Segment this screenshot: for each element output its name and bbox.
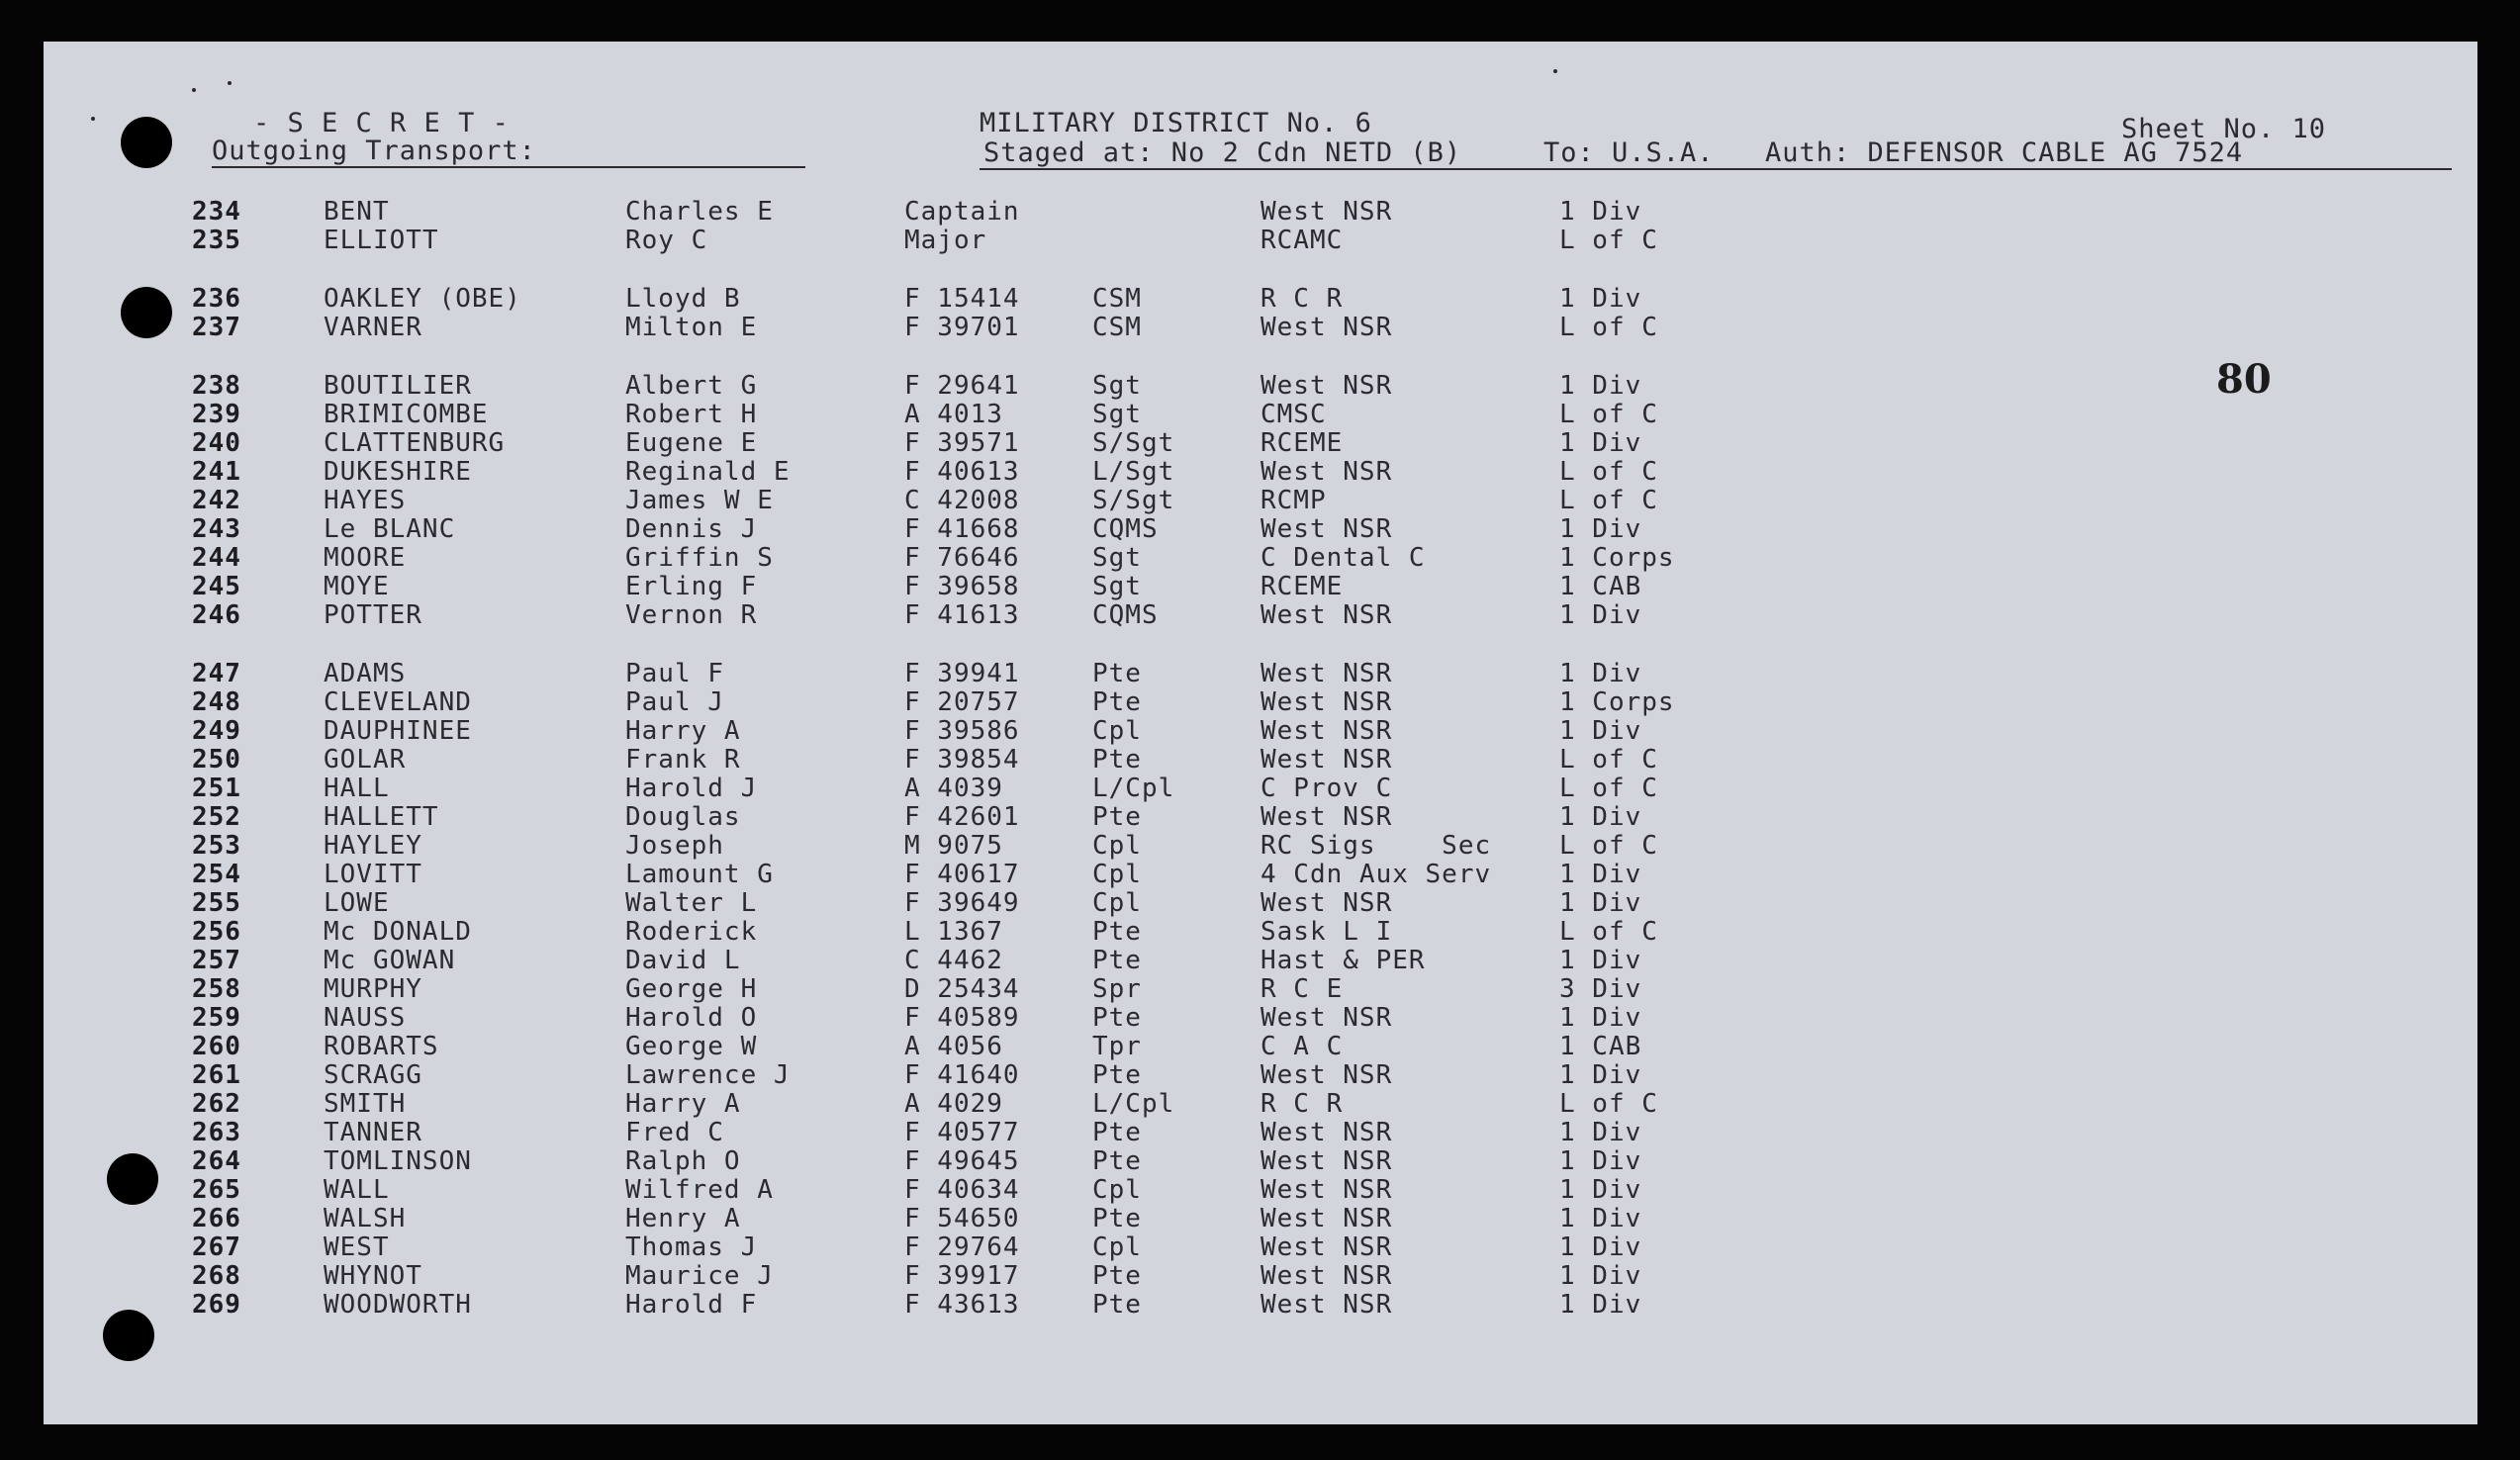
- row-260-regimental-number: A 4056: [904, 1032, 1003, 1061]
- row-240-regimental-number: F 39571: [904, 428, 1020, 458]
- row-265-entry-number: 265: [192, 1175, 241, 1205]
- row-245-entry-number: 245: [192, 572, 241, 601]
- row-262-destination: L of C: [1559, 1089, 1658, 1119]
- row-253-rank: Cpl: [1092, 831, 1142, 861]
- row-264-regimental-number: F 49645: [904, 1146, 1020, 1176]
- row-252-regimental-number: F 42601: [904, 802, 1020, 832]
- row-251-given-names: Harold J: [625, 774, 758, 803]
- row-261-unit: West NSR: [1260, 1060, 1393, 1090]
- row-269-entry-number: 269: [192, 1290, 241, 1320]
- row-234-destination: 1 Div: [1559, 197, 1642, 227]
- row-247-destination: 1 Div: [1559, 659, 1642, 688]
- row-264-entry-number: 264: [192, 1146, 241, 1176]
- row-237-rank: CSM: [1092, 313, 1142, 342]
- row-259-unit: West NSR: [1260, 1003, 1393, 1033]
- row-266-entry-number: 266: [192, 1204, 241, 1233]
- row-244-given-names: Griffin S: [625, 543, 774, 573]
- row-250-entry-number: 250: [192, 745, 241, 775]
- row-265-regimental-number: F 40634: [904, 1175, 1020, 1205]
- row-251-unit: C Prov C: [1260, 774, 1393, 803]
- row-268-rank: Pte: [1092, 1261, 1142, 1291]
- row-266-surname: WALSH: [324, 1204, 407, 1233]
- row-268-surname: WHYNOT: [324, 1261, 422, 1291]
- row-243-rank: CQMS: [1092, 514, 1159, 544]
- row-263-surname: TANNER: [324, 1118, 422, 1147]
- row-245-given-names: Erling F: [625, 572, 758, 601]
- row-256-surname: Mc DONALD: [324, 917, 472, 947]
- row-263-destination: 1 Div: [1559, 1118, 1642, 1147]
- row-249-destination: 1 Div: [1559, 716, 1642, 746]
- row-263-entry-number: 263: [192, 1118, 241, 1147]
- ink-speck: [1553, 69, 1557, 73]
- row-259-rank: Pte: [1092, 1003, 1142, 1033]
- row-248-destination: 1 Corps: [1559, 687, 1675, 717]
- row-262-regimental-number: A 4029: [904, 1089, 1003, 1119]
- row-238-regimental-number: F 29641: [904, 371, 1020, 401]
- row-243-given-names: Dennis J: [625, 514, 758, 544]
- row-260-unit: C A C: [1260, 1032, 1344, 1061]
- row-245-surname: MOYE: [324, 572, 390, 601]
- row-238-surname: BOUTILIER: [324, 371, 472, 401]
- row-241-surname: DUKESHIRE: [324, 457, 472, 487]
- row-249-surname: DAUPHINEE: [324, 716, 472, 746]
- row-266-unit: West NSR: [1260, 1204, 1393, 1233]
- staged-at: Staged at: No 2 Cdn NETD (B): [983, 137, 1462, 168]
- row-234-regimental-number: Captain: [904, 197, 1020, 227]
- row-234-unit: West NSR: [1260, 197, 1393, 227]
- row-267-rank: Cpl: [1092, 1232, 1142, 1262]
- row-247-rank: Pte: [1092, 659, 1142, 688]
- row-266-destination: 1 Div: [1559, 1204, 1642, 1233]
- row-254-entry-number: 254: [192, 860, 241, 889]
- row-245-destination: 1 CAB: [1559, 572, 1642, 601]
- row-245-rank: Sgt: [1092, 572, 1142, 601]
- row-267-entry-number: 267: [192, 1232, 241, 1262]
- row-256-regimental-number: L 1367: [904, 917, 1003, 947]
- row-237-destination: L of C: [1559, 313, 1658, 342]
- row-269-regimental-number: F 43613: [904, 1290, 1020, 1320]
- row-255-unit: West NSR: [1260, 888, 1393, 918]
- punch-hole: [121, 117, 172, 168]
- row-259-given-names: Harold O: [625, 1003, 758, 1033]
- row-241-regimental-number: F 40613: [904, 457, 1020, 487]
- row-268-destination: 1 Div: [1559, 1261, 1642, 1291]
- row-253-unit: RC Sigs Sec: [1260, 831, 1492, 861]
- ink-speck: [228, 81, 232, 85]
- punch-hole: [107, 1153, 158, 1205]
- ink-speck: [91, 117, 95, 121]
- row-243-surname: Le BLANC: [324, 514, 456, 544]
- row-238-given-names: Albert G: [625, 371, 758, 401]
- row-252-surname: HALLETT: [324, 802, 439, 832]
- row-263-rank: Pte: [1092, 1118, 1142, 1147]
- row-254-unit: 4 Cdn Aux Serv: [1260, 860, 1492, 889]
- row-258-rank: Spr: [1092, 974, 1142, 1004]
- row-239-unit: CMSC: [1260, 400, 1327, 429]
- row-246-unit: West NSR: [1260, 600, 1393, 630]
- row-264-rank: Pte: [1092, 1146, 1142, 1176]
- row-248-surname: CLEVELAND: [324, 687, 472, 717]
- row-249-rank: Cpl: [1092, 716, 1142, 746]
- punch-hole: [103, 1310, 154, 1361]
- row-264-surname: TOMLINSON: [324, 1146, 472, 1176]
- row-242-destination: L of C: [1559, 486, 1658, 515]
- row-239-surname: BRIMICOMBE: [324, 400, 489, 429]
- row-237-given-names: Milton E: [625, 313, 758, 342]
- row-236-surname: OAKLEY (OBE): [324, 284, 521, 314]
- row-257-entry-number: 257: [192, 946, 241, 975]
- row-269-unit: West NSR: [1260, 1290, 1393, 1320]
- row-250-regimental-number: F 39854: [904, 745, 1020, 775]
- row-255-destination: 1 Div: [1559, 888, 1642, 918]
- row-267-unit: West NSR: [1260, 1232, 1393, 1262]
- row-268-regimental-number: F 39917: [904, 1261, 1020, 1291]
- row-243-regimental-number: F 41668: [904, 514, 1020, 544]
- row-262-surname: SMITH: [324, 1089, 407, 1119]
- row-251-regimental-number: A 4039: [904, 774, 1003, 803]
- ink-speck: [192, 88, 196, 92]
- row-235-regimental-number: Major: [904, 226, 987, 255]
- row-250-surname: GOLAR: [324, 745, 407, 775]
- row-244-rank: Sgt: [1092, 543, 1142, 573]
- row-246-surname: POTTER: [324, 600, 422, 630]
- row-238-rank: Sgt: [1092, 371, 1142, 401]
- row-246-rank: CQMS: [1092, 600, 1159, 630]
- row-261-entry-number: 261: [192, 1060, 241, 1090]
- row-256-entry-number: 256: [192, 917, 241, 947]
- row-243-unit: West NSR: [1260, 514, 1393, 544]
- row-259-regimental-number: F 40589: [904, 1003, 1020, 1033]
- row-254-given-names: Lamount G: [625, 860, 774, 889]
- row-255-rank: Cpl: [1092, 888, 1142, 918]
- row-250-unit: West NSR: [1260, 745, 1393, 775]
- row-236-destination: 1 Div: [1559, 284, 1642, 314]
- row-235-entry-number: 235: [192, 226, 241, 255]
- row-265-surname: WALL: [324, 1175, 390, 1205]
- row-257-surname: Mc GOWAN: [324, 946, 456, 975]
- row-269-destination: 1 Div: [1559, 1290, 1642, 1320]
- row-239-given-names: Robert H: [625, 400, 758, 429]
- row-258-regimental-number: D 25434: [904, 974, 1020, 1004]
- row-252-entry-number: 252: [192, 802, 241, 832]
- row-243-entry-number: 243: [192, 514, 241, 544]
- row-265-rank: Cpl: [1092, 1175, 1142, 1205]
- row-268-unit: West NSR: [1260, 1261, 1393, 1291]
- row-244-unit: C Dental C: [1260, 543, 1426, 573]
- row-261-given-names: Lawrence J: [625, 1060, 791, 1090]
- authority: Auth: DEFENSOR CABLE AG 7524: [1765, 137, 2244, 168]
- row-257-unit: Hast & PER: [1260, 946, 1426, 975]
- document-sheet: [44, 42, 2477, 1424]
- row-242-rank: S/Sgt: [1092, 486, 1175, 515]
- row-239-regimental-number: A 4013: [904, 400, 1003, 429]
- row-240-unit: RCEME: [1260, 428, 1344, 458]
- row-248-given-names: Paul J: [625, 687, 724, 717]
- row-265-given-names: Wilfred A: [625, 1175, 774, 1205]
- row-255-surname: LOWE: [324, 888, 390, 918]
- row-253-entry-number: 253: [192, 831, 241, 861]
- row-240-entry-number: 240: [192, 428, 241, 458]
- district-title: MILITARY DISTRICT No. 6: [980, 108, 1372, 138]
- row-242-regimental-number: C 42008: [904, 486, 1020, 515]
- row-236-unit: R C R: [1260, 284, 1344, 314]
- row-247-surname: ADAMS: [324, 659, 407, 688]
- row-269-surname: WOODWORTH: [324, 1290, 472, 1320]
- row-254-destination: 1 Div: [1559, 860, 1642, 889]
- row-264-given-names: Ralph O: [625, 1146, 741, 1176]
- row-244-regimental-number: F 76646: [904, 543, 1020, 573]
- row-266-given-names: Henry A: [625, 1204, 741, 1233]
- row-252-given-names: Douglas: [625, 802, 741, 832]
- row-251-destination: L of C: [1559, 774, 1658, 803]
- row-249-entry-number: 249: [192, 716, 241, 746]
- row-265-unit: West NSR: [1260, 1175, 1393, 1205]
- row-267-regimental-number: F 29764: [904, 1232, 1020, 1262]
- row-247-regimental-number: F 39941: [904, 659, 1020, 688]
- row-240-destination: 1 Div: [1559, 428, 1642, 458]
- row-262-given-names: Harry A: [625, 1089, 741, 1119]
- row-260-destination: 1 CAB: [1559, 1032, 1642, 1061]
- row-235-given-names: Roy C: [625, 226, 708, 255]
- row-242-given-names: James W E: [625, 486, 774, 515]
- margin-number: 80: [2216, 356, 2272, 403]
- row-247-entry-number: 247: [192, 659, 241, 688]
- row-249-regimental-number: F 39586: [904, 716, 1020, 746]
- row-251-surname: HALL: [324, 774, 390, 803]
- row-267-surname: WEST: [324, 1232, 390, 1262]
- row-249-given-names: Harry A: [625, 716, 741, 746]
- row-243-destination: 1 Div: [1559, 514, 1642, 544]
- row-260-entry-number: 260: [192, 1032, 241, 1061]
- row-263-regimental-number: F 40577: [904, 1118, 1020, 1147]
- row-266-regimental-number: F 54650: [904, 1204, 1020, 1233]
- row-241-given-names: Reginald E: [625, 457, 791, 487]
- row-244-surname: MOORE: [324, 543, 407, 573]
- row-269-given-names: Harold F: [625, 1290, 758, 1320]
- row-253-given-names: Joseph: [625, 831, 724, 861]
- row-236-rank: CSM: [1092, 284, 1142, 314]
- row-242-entry-number: 242: [192, 486, 241, 515]
- secret-label: - S E C R E T -: [253, 108, 510, 138]
- row-256-rank: Pte: [1092, 917, 1142, 947]
- row-258-unit: R C E: [1260, 974, 1344, 1004]
- row-248-rank: Pte: [1092, 687, 1142, 717]
- row-253-regimental-number: M 9075: [904, 831, 1003, 861]
- row-236-regimental-number: F 15414: [904, 284, 1020, 314]
- row-263-unit: West NSR: [1260, 1118, 1393, 1147]
- row-239-rank: Sgt: [1092, 400, 1142, 429]
- row-262-rank: L/Cpl: [1092, 1089, 1175, 1119]
- row-241-unit: West NSR: [1260, 457, 1393, 487]
- row-254-rank: Cpl: [1092, 860, 1142, 889]
- row-264-unit: West NSR: [1260, 1146, 1393, 1176]
- row-245-unit: RCEME: [1260, 572, 1344, 601]
- row-247-given-names: Paul F: [625, 659, 724, 688]
- row-258-surname: MURPHY: [324, 974, 422, 1004]
- row-267-destination: 1 Div: [1559, 1232, 1642, 1262]
- row-252-rank: Pte: [1092, 802, 1142, 832]
- row-256-given-names: Roderick: [625, 917, 758, 947]
- row-244-entry-number: 244: [192, 543, 241, 573]
- row-246-regimental-number: F 41613: [904, 600, 1020, 630]
- row-255-regimental-number: F 39649: [904, 888, 1020, 918]
- row-261-destination: 1 Div: [1559, 1060, 1642, 1090]
- row-252-unit: West NSR: [1260, 802, 1393, 832]
- row-261-regimental-number: F 41640: [904, 1060, 1020, 1090]
- row-250-given-names: Frank R: [625, 745, 741, 775]
- row-257-regimental-number: C 4462: [904, 946, 1003, 975]
- row-269-rank: Pte: [1092, 1290, 1142, 1320]
- row-237-regimental-number: F 39701: [904, 313, 1020, 342]
- row-238-destination: 1 Div: [1559, 371, 1642, 401]
- row-255-given-names: Walter L: [625, 888, 758, 918]
- row-264-destination: 1 Div: [1559, 1146, 1642, 1176]
- row-249-unit: West NSR: [1260, 716, 1393, 746]
- row-246-given-names: Vernon R: [625, 600, 758, 630]
- row-260-surname: ROBARTS: [324, 1032, 439, 1061]
- row-254-regimental-number: F 40617: [904, 860, 1020, 889]
- header-underline: [980, 168, 2452, 170]
- row-256-unit: Sask L I: [1260, 917, 1393, 947]
- row-258-destination: 3 Div: [1559, 974, 1642, 1004]
- row-246-entry-number: 246: [192, 600, 241, 630]
- row-248-entry-number: 248: [192, 687, 241, 717]
- row-262-entry-number: 262: [192, 1089, 241, 1119]
- row-259-destination: 1 Div: [1559, 1003, 1642, 1033]
- row-257-given-names: David L: [625, 946, 741, 975]
- row-255-entry-number: 255: [192, 888, 241, 918]
- row-248-regimental-number: F 20757: [904, 687, 1020, 717]
- row-252-destination: 1 Div: [1559, 802, 1642, 832]
- row-240-rank: S/Sgt: [1092, 428, 1175, 458]
- row-256-destination: L of C: [1559, 917, 1658, 947]
- row-235-surname: ELLIOTT: [324, 226, 439, 255]
- row-245-regimental-number: F 39658: [904, 572, 1020, 601]
- row-241-rank: L/Sgt: [1092, 457, 1175, 487]
- row-260-rank: Tpr: [1092, 1032, 1142, 1061]
- outgoing-transport-label: Outgoing Transport:: [212, 136, 536, 166]
- row-260-given-names: George W: [625, 1032, 758, 1061]
- destination-to: To: U.S.A.: [1543, 137, 1715, 168]
- row-237-surname: VARNER: [324, 313, 422, 342]
- row-251-rank: L/Cpl: [1092, 774, 1175, 803]
- row-234-entry-number: 234: [192, 197, 241, 227]
- row-238-entry-number: 238: [192, 371, 241, 401]
- row-244-destination: 1 Corps: [1559, 543, 1675, 573]
- transport-underline: [212, 166, 805, 168]
- row-251-entry-number: 251: [192, 774, 241, 803]
- row-253-surname: HAYLEY: [324, 831, 422, 861]
- row-261-surname: SCRAGG: [324, 1060, 422, 1090]
- row-250-rank: Pte: [1092, 745, 1142, 775]
- row-236-entry-number: 236: [192, 284, 241, 314]
- row-267-given-names: Thomas J: [625, 1232, 758, 1262]
- row-236-given-names: Lloyd B: [625, 284, 741, 314]
- row-239-entry-number: 239: [192, 400, 241, 429]
- row-241-entry-number: 241: [192, 457, 241, 487]
- row-239-destination: L of C: [1559, 400, 1658, 429]
- row-259-entry-number: 259: [192, 1003, 241, 1033]
- row-253-destination: L of C: [1559, 831, 1658, 861]
- row-262-unit: R C R: [1260, 1089, 1344, 1119]
- row-241-destination: L of C: [1559, 457, 1658, 487]
- row-234-given-names: Charles E: [625, 197, 774, 227]
- row-238-unit: West NSR: [1260, 371, 1393, 401]
- row-242-surname: HAYES: [324, 486, 407, 515]
- row-265-destination: 1 Div: [1559, 1175, 1642, 1205]
- row-250-destination: L of C: [1559, 745, 1658, 775]
- row-266-rank: Pte: [1092, 1204, 1142, 1233]
- row-258-given-names: George H: [625, 974, 758, 1004]
- row-258-entry-number: 258: [192, 974, 241, 1004]
- row-268-entry-number: 268: [192, 1261, 241, 1291]
- row-240-surname: CLATTENBURG: [324, 428, 506, 458]
- row-242-unit: RCMP: [1260, 486, 1327, 515]
- row-254-surname: LOVITT: [324, 860, 422, 889]
- row-259-surname: NAUSS: [324, 1003, 407, 1033]
- row-246-destination: 1 Div: [1559, 600, 1642, 630]
- punch-hole: [121, 287, 172, 338]
- row-261-rank: Pte: [1092, 1060, 1142, 1090]
- row-235-destination: L of C: [1559, 226, 1658, 255]
- sheet-number: Sheet No. 10: [2121, 114, 2327, 144]
- row-247-unit: West NSR: [1260, 659, 1393, 688]
- row-248-unit: West NSR: [1260, 687, 1393, 717]
- row-235-unit: RCAMC: [1260, 226, 1344, 255]
- row-268-given-names: Maurice J: [625, 1261, 774, 1291]
- row-240-given-names: Eugene E: [625, 428, 758, 458]
- row-257-destination: 1 Div: [1559, 946, 1642, 975]
- row-237-entry-number: 237: [192, 313, 241, 342]
- row-234-surname: BENT: [324, 197, 390, 227]
- row-263-given-names: Fred C: [625, 1118, 724, 1147]
- row-257-rank: Pte: [1092, 946, 1142, 975]
- row-237-unit: West NSR: [1260, 313, 1393, 342]
